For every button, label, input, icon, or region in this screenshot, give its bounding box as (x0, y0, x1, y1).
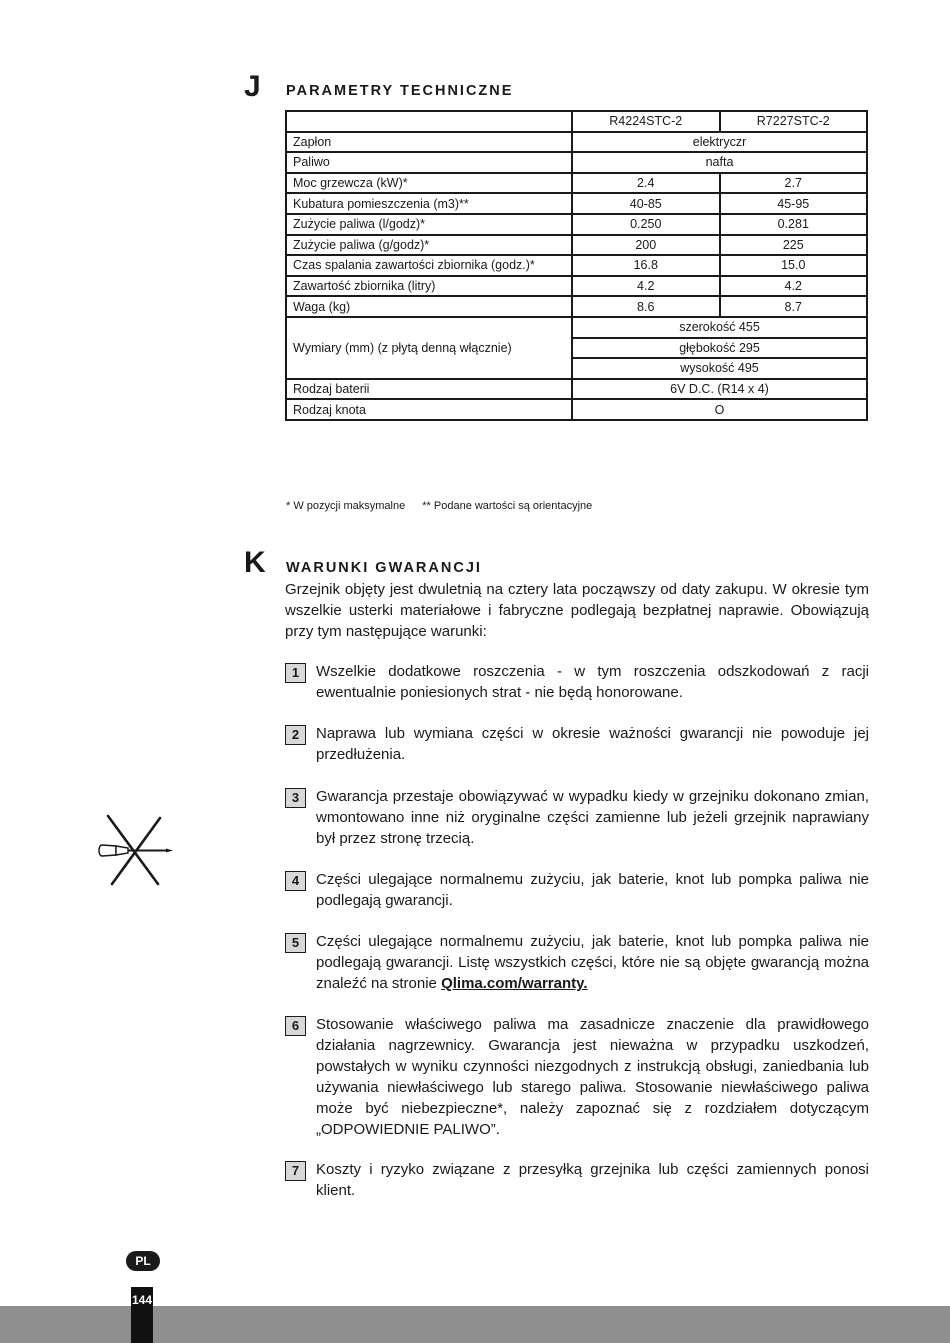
item-number: 4 (285, 871, 306, 891)
page-number: 144 (131, 1293, 153, 1307)
table-row (286, 317, 867, 338)
cell-value: 2.4 (572, 173, 720, 194)
crossed-screwdriver-icon (96, 812, 176, 888)
item-number: 2 (285, 725, 306, 745)
model-header: R4224STC-2 (572, 111, 720, 132)
item-text: Części ulegające normalnemu zużyciu, jak baterie, knot lub pompka paliwa nie podlegają gwarancji. (316, 871, 869, 909)
item-number: 3 (285, 788, 306, 808)
cell-value: 200 (572, 235, 720, 256)
table-row (286, 132, 867, 153)
cell-shared: elektryczr (572, 132, 867, 153)
row-label: Waga (kg) (286, 296, 572, 317)
item-number: 5 (285, 933, 306, 953)
cell-value: 225 (720, 235, 868, 256)
cell-shared: szerokość 455 (572, 317, 867, 338)
cell-shared: głębokość 295 (572, 338, 867, 359)
row-label: Zawartość zbiornika (litry) (286, 276, 572, 297)
item-text: Stosowanie właściwego paliwa ma zasadnicze znaczenie dla prawidłowego działania nagrzewnicy. Gwarancja jest nieważna w przypadku uszkodzeń, powstałych w wyniku czynności niezgodnych z instrukcją obsługi, zaniedbania lub używania niewłaściwego lub starego paliwa. Stosowanie niewłaściwego paliwa może być niebezpieczne*, należy zapoznać się z rozdziałem dotyczącym „ODPOWIEDNIE PALIWO”. (316, 1016, 869, 1138)
cell-value: 8.7 (720, 296, 868, 317)
row-label: Wymiary (mm) (z płytą denną włącznie) (286, 317, 572, 379)
warranty-link[interactable]: Qlima.com/warranty. (441, 975, 588, 992)
cell-value: 16.8 (572, 255, 720, 276)
cell-value: 0.281 (720, 214, 868, 235)
footnote-max: * W pozycji maksymalne (286, 500, 406, 512)
cell-value: 0.250 (572, 214, 720, 235)
section-k-title: WARUNKI GWARANCJI (286, 560, 482, 576)
row-label: Rodzaj baterii (286, 379, 572, 400)
row-label: Kubatura pomieszczenia (m3)** (286, 193, 572, 214)
table-row (286, 296, 867, 317)
row-label: Zużycie paliwa (g/godz)* (286, 235, 572, 256)
cell-value: 4.2 (572, 276, 720, 297)
row-label: Zapłon (286, 132, 572, 153)
table-row (286, 152, 867, 173)
cell-shared: 6V D.C. (R14 x 4) (572, 379, 867, 400)
table-row (286, 235, 867, 256)
table-row (286, 214, 867, 235)
cell-value: 45-95 (720, 193, 868, 214)
row-label: Moc grzewcza (kW)* (286, 173, 572, 194)
row-label: Czas spalania zawartości zbiornika (godz.)* (286, 255, 572, 276)
item-text (316, 931, 869, 994)
footnote-approx: ** Podane wartości są orientacyjne (422, 500, 593, 512)
table-row (286, 276, 867, 297)
row-label: Zużycie paliwa (l/godz)* (286, 214, 572, 235)
cell-shared: wysokość 495 (572, 358, 867, 379)
cell-value: 4.2 (720, 276, 868, 297)
spec-table (285, 110, 868, 421)
table-row (286, 255, 867, 276)
section-j-letter: J (244, 70, 261, 103)
item-text: Koszty i ryzyko związane z przesyłką grzejnika lub części zamiennych ponosi klient. (316, 1161, 869, 1199)
cell-value: 40-85 (572, 193, 720, 214)
item-text: Naprawa lub wymiana części w okresie ważności gwarancji nie powoduje jej przedłużenia. (316, 725, 869, 763)
item-text-body: Części ulegające normalnemu zużyciu, jak baterie, knot lub pompka paliwa nie podlegają gwarancji. Listę wszystkich części, które nie są objęte gwarancją można znaleźć na stronie (316, 933, 869, 992)
cell-value: 15.0 (720, 255, 868, 276)
item-text: Wszelkie dodatkowe roszczenia - w tym roszczenia odszkodowań z racji ewentualnie poniesionych strat - nie będą honorowane. (316, 663, 869, 701)
language-badge: PL (126, 1251, 160, 1271)
table-row (286, 193, 867, 214)
table-header-blank (286, 111, 572, 132)
cell-value: 2.7 (720, 173, 868, 194)
row-label: Paliwo (286, 152, 572, 173)
table-row (286, 379, 867, 400)
footnotes (286, 500, 606, 512)
table-row (286, 399, 867, 420)
section-j-title: PARAMETRY TECHNICZNE (286, 83, 514, 99)
cell-shared: nafta (572, 152, 867, 173)
section-k-letter: K (244, 546, 266, 579)
table-row (286, 111, 867, 132)
item-number: 7 (285, 1161, 306, 1181)
table-row (286, 173, 867, 194)
item-number: 6 (285, 1016, 306, 1036)
row-label: Rodzaj knota (286, 399, 572, 420)
model-header: R7227STC-2 (720, 111, 868, 132)
cell-shared: O (572, 399, 867, 420)
warranty-intro: Grzejnik objęty jest dwuletnią na cztery lata począwszy od daty zakupu. W okresie tym wszelkie usterki materiałowe i fabryczne podlegają bezpłatnej naprawie. Obowiązują przy tym następujące warunki: (285, 581, 869, 640)
item-number: 1 (285, 663, 306, 683)
item-text: Gwarancja przestaje obowiązywać w wypadku kiedy w grzejniku dokonano zmian, wmontowano inne niż oryginalne części zamienne lub jeżeli grzejnik naprawiany był przez stronę trzecią. (316, 788, 869, 847)
cell-value: 8.6 (572, 296, 720, 317)
